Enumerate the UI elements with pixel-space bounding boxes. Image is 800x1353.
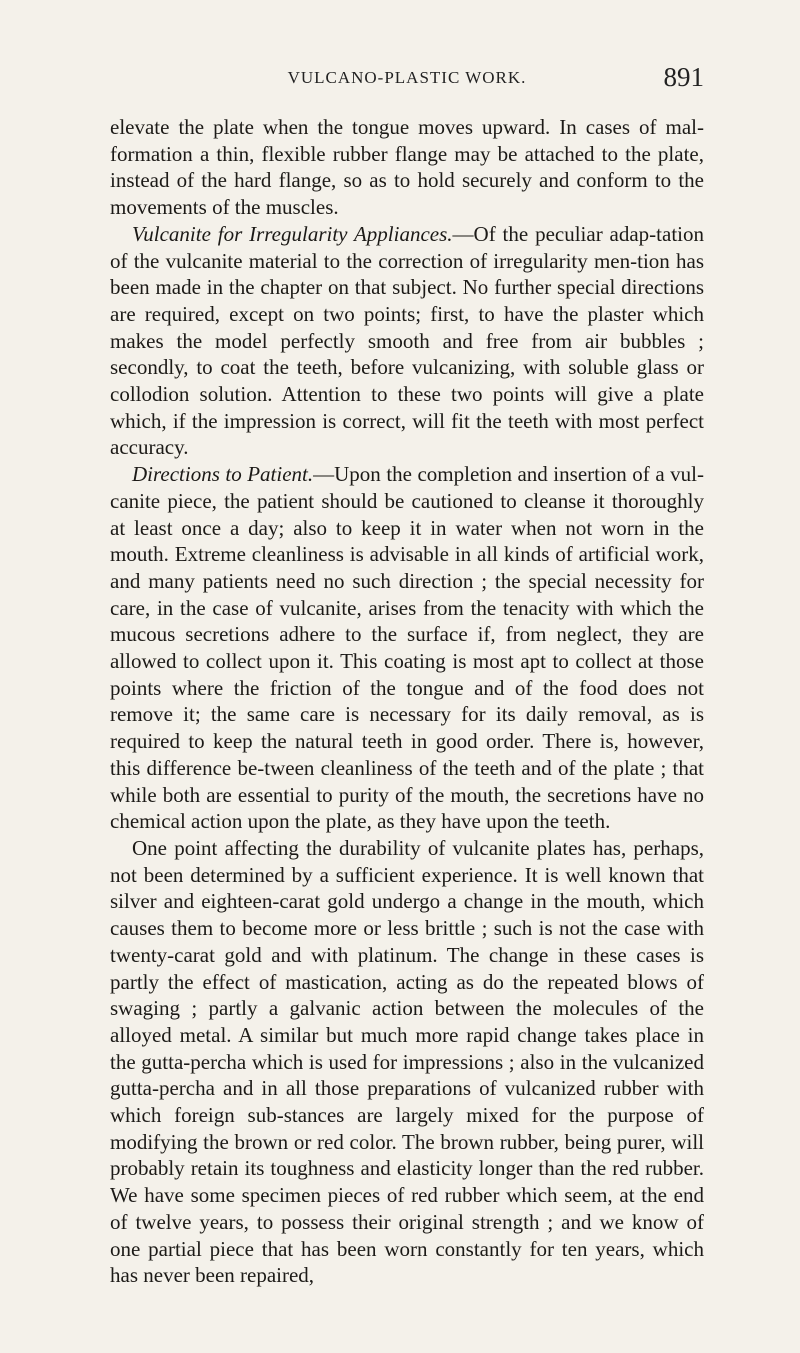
- section-heading: Directions to Patient.: [132, 462, 314, 487]
- paragraph-text: One point affecting the durability of vulcanite plates has, perhaps, not been determined by a sufficient experience. It is well known that silver and eighteen-carat gold undergo a change in the mouth, which causes them to become more or less brittle ; such is not the case with twenty-carat gold and with platinum. The change in these cases is partly the effect of mastication, acting as do the repeated blows of swaging ; partly a galvanic action between the molecules of the alloyed metal. A similar but much more rapid change takes place in the gutta-percha which is used for impressions ; also in the vulcanized gutta-percha and in all those preparations of vulcanized rubber with which foreign sub-stances are largely mixed for the purpose of modifying the brown or red color. The brown rubber, being purer, will probably retain its toughness and elasticity longer than the red rubber. We have some specimen pieces of red rubber which seem, at the end of twelve years, to possess their original strength ; and we know of one partial piece that has been worn constantly for ten years, which has never been repaired,: [110, 835, 704, 1288]
- page-number: 891: [663, 62, 704, 92]
- paragraph-text: —Upon the completion and insertion of a vul-canite piece, the patient should be cautioned to cleanse it thoroughly at least once a day; also to keep it in water when not worn in the mouth. Extreme cleanliness is advisable in all kinds of artificial work, and many patients need no such direction ; the special necessity for care, in the case of vulcanite, arises from the tenacity with which the mucous secretions adhere to the surface if, from neglect, they are allowed to collect upon it. This coating is most apt to collect at those points where the friction of the tongue and of the food does not remove it; the same care is necessary for its daily removal, as is required to keep the natural teeth in good order. There is, however, this difference be-tween cleanliness of the teeth and of the plate ; that while both are essential to purity of the mouth, the secretions have no chemical action upon the plate, as they have upon the teeth.: [110, 462, 704, 834]
- body-text: [110, 114, 704, 1289]
- paragraph: [110, 461, 704, 835]
- paragraph-text: —Of the peculiar adap-tation of the vulcanite material to the correction of irregularity men-tion has been made in the chapter on that subject. No further special directions are required, except on two points; first, to have the plaster which makes the model perfectly smooth and free from air bubbles ; secondly, to coat the teeth, before vulcanizing, with soluble glass or collodion solution. Attention to these two points will give a plate which, if the impression is correct, will fit the teeth with most perfect accuracy.: [110, 221, 704, 460]
- running-title: VULCANO-PLASTIC WORK.: [287, 68, 527, 87]
- paragraph: [110, 221, 704, 461]
- paragraph-text: elevate the plate when the tongue moves upward. In cases of mal-formation a thin, flexible rubber flange may be attached to the plate, instead of the hard flange, so as to hold securely and conform to the movements of the muscles.: [110, 115, 704, 220]
- paragraph: [110, 835, 704, 1289]
- section-heading: Vulcanite for Irregularity Appliances.: [132, 221, 453, 246]
- running-head: [110, 62, 704, 98]
- paragraph: [110, 114, 704, 221]
